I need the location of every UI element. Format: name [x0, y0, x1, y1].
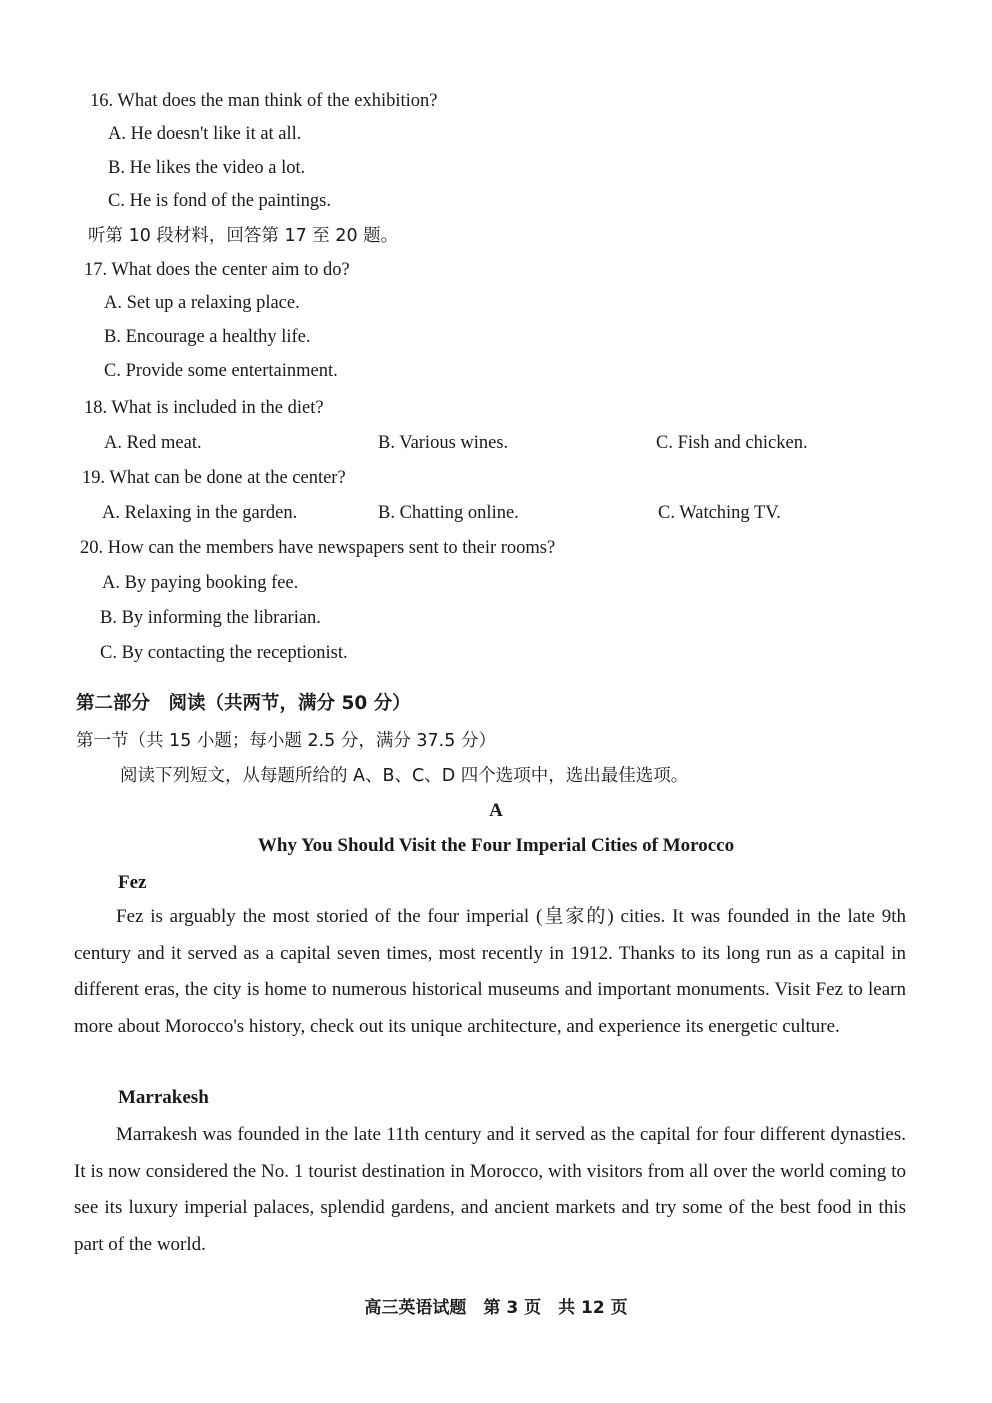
question-20-option-b: B. By informing the librarian.: [100, 608, 321, 628]
section-one-heading: 第一节（共 15 小题；每小题 2.5 分，满分 37.5 分）: [76, 731, 496, 751]
question-18-stem: 18. What is included in the diet?: [84, 398, 324, 418]
passage-letter: A: [489, 800, 503, 821]
question-18-option-b: B. Various wines.: [378, 433, 509, 453]
question-16-option-b: B. He likes the video a lot.: [108, 158, 306, 178]
marrakesh-heading: Marrakesh: [118, 1087, 209, 1108]
fez-paragraph: Fez is arguably the most storied of the four imperial (皇家的) cities. It was founded in the late 9th century and it served as a capital seven times, most recently in 1912. Thanks to its long run as a capital in different eras, the city is home to numerous historical museums and important monuments. Visit Fez to learn more about Morocco's history, check out its unique architecture, and experience its energetic culture.: [74, 906, 906, 1037]
fez-heading: Fez: [118, 872, 147, 893]
question-19-option-b: B. Chatting online.: [378, 503, 519, 523]
question-19-option-a: A. Relaxing in the garden.: [102, 503, 298, 523]
marrakesh-paragraph: Marrakesh was founded in the late 11th century and it served as the capital for four different dynasties. It is now considered the No. 1 tourist destination in Morocco, with visitors from all over the world coming to see its luxury imperial palaces, splendid gardens, and ancient markets and try some of the best food in this part of the world.: [74, 1124, 906, 1255]
question-16-stem: 16. What does the man think of the exhibition?: [90, 91, 438, 111]
reading-instruction: 阅读下列短文，从每题所给的 A、B、C、D 四个选项中，选出最佳选项。: [120, 766, 689, 786]
passage-title: Why You Should Visit the Four Imperial Cities of Morocco: [257, 835, 735, 856]
question-19-stem: 19. What can be done at the center?: [82, 468, 346, 488]
question-18-option-c: C. Fish and chicken.: [656, 433, 808, 453]
page-footer: 高三英语试题 第 3 页 共 12 页: [364, 1298, 628, 1318]
question-20-option-c: C. By contacting the receptionist.: [100, 643, 348, 663]
part-two-heading: 第二部分 阅读（共两节，满分 50 分）: [76, 693, 411, 714]
question-20-option-a: A. By paying booking fee.: [102, 573, 299, 593]
listening-section-note: 听第 10 段材料，回答第 17 至 20 题。: [88, 226, 399, 246]
question-16-option-a: A. He doesn't like it at all.: [108, 124, 302, 144]
question-16-option-c: C. He is fond of the paintings.: [108, 191, 332, 211]
question-17-stem: 17. What does the center aim to do?: [84, 260, 350, 280]
question-17-option-b: B. Encourage a healthy life.: [104, 327, 311, 347]
question-20-stem: 20. How can the members have newspapers sent to their rooms?: [80, 538, 556, 558]
question-17-option-c: C. Provide some entertainment.: [104, 361, 338, 381]
question-19-option-c: C. Watching TV.: [658, 503, 781, 523]
question-18-option-a: A. Red meat.: [104, 433, 202, 453]
question-17-option-a: A. Set up a relaxing place.: [104, 293, 300, 313]
